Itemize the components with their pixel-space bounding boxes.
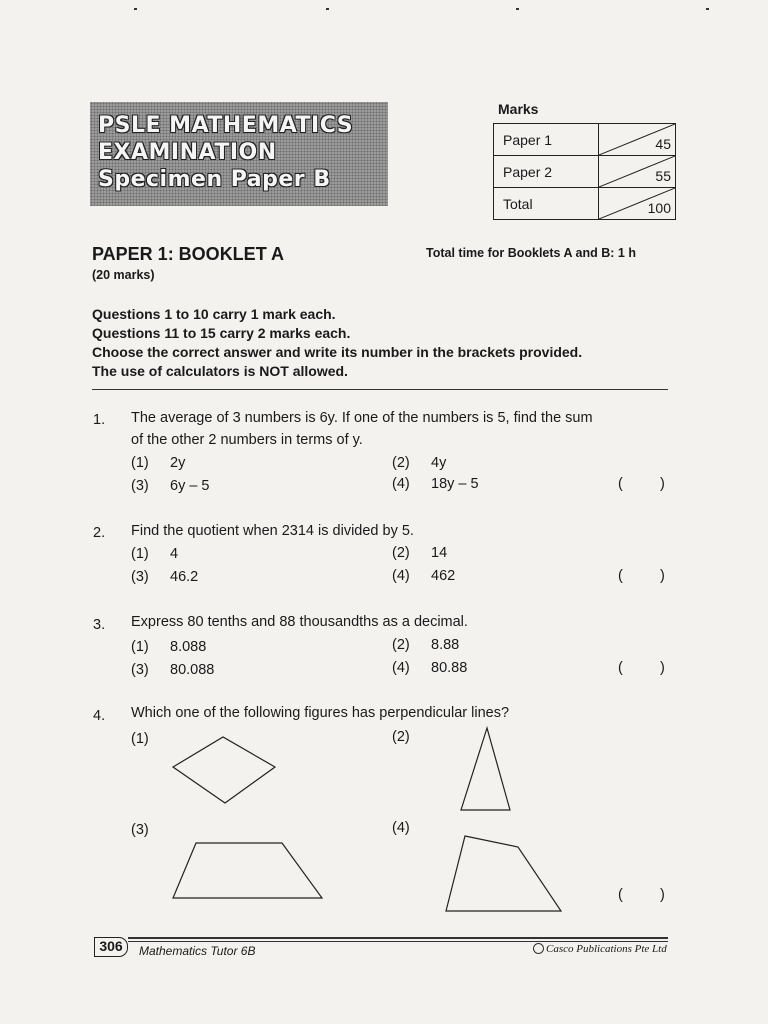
question-number: 3. [93, 617, 106, 633]
publisher-credit [533, 943, 667, 955]
answer-brackets[interactable]: ( ) [618, 476, 665, 492]
figure-option-label[interactable]: (4) [392, 820, 410, 836]
exam-title-line-2: EXAMINATION [98, 140, 277, 165]
question-text: of the other 2 numbers in terms of y. [131, 432, 363, 448]
rhombus-figure [173, 737, 275, 803]
publisher-logo-icon [533, 943, 544, 954]
question-number: 4. [93, 708, 106, 724]
triangle-figure [461, 728, 510, 810]
instruction-line: Questions 11 to 15 carry 2 marks each. [92, 325, 351, 341]
instruction-line: Choose the correct answer and write its number in the brackets provided. [92, 344, 583, 360]
answer-option[interactable]: (3) 6y – 5 [131, 478, 210, 494]
question-text: Which one of the following figures has perpendicular lines? [131, 705, 510, 721]
question-number: 1. [93, 412, 106, 428]
question-number: 2. [93, 525, 106, 541]
marks-value: 100 [647, 200, 671, 216]
footer-rule [128, 941, 668, 942]
marks-value: 45 [655, 136, 671, 152]
answer-option[interactable]: (3) 46.2 [131, 569, 199, 585]
paper-title: PAPER 1: BOOKLET A [92, 244, 285, 264]
answer-option[interactable]: (2) 4y [392, 455, 447, 471]
exam-title-line-1: PSLE MATHEMATICS [98, 113, 354, 138]
answer-option[interactable]: (1) 4 [131, 546, 179, 562]
trapezium-figure [173, 843, 322, 898]
answer-option[interactable]: (1) 2y [131, 455, 186, 471]
marks-value: 55 [655, 168, 671, 184]
marks-heading: Marks [498, 101, 539, 117]
figure-option-label[interactable]: (1) [131, 731, 149, 747]
answer-option[interactable]: (3) 80.088 [131, 662, 215, 678]
exam-title-line-3: Specimen Paper B [98, 167, 331, 192]
paper-subtitle: (20 marks) [92, 268, 155, 282]
answer-brackets[interactable]: ( ) [618, 887, 665, 903]
question-text: Express 80 tenths and 88 thousandths as a decimal. [131, 614, 468, 630]
quadrilateral-figure [446, 836, 561, 911]
figure-option-label[interactable]: (2) [392, 729, 410, 745]
figure-option-label[interactable]: (3) [131, 822, 149, 838]
answer-brackets[interactable]: ( ) [618, 568, 665, 584]
question-text: Find the quotient when 2314 is divided by 5. [131, 523, 414, 539]
answer-option[interactable]: (1) 8.088 [131, 639, 207, 655]
instruction-line: The use of calculators is NOT allowed. [92, 363, 348, 379]
marks-label: Paper 1 [494, 124, 599, 156]
question-text: The average of 3 numbers is 6y. If one of the numbers is 5, find the sum [131, 410, 593, 426]
answer-option[interactable]: (4) 80.88 [392, 660, 468, 676]
publisher-name: Casco Publications Pte Ltd [546, 943, 667, 955]
book-title: Mathematics Tutor 6B [139, 944, 256, 958]
time-note: Total time for Booklets A and B: 1 h [426, 246, 636, 260]
answer-option[interactable]: (4) 462 [392, 568, 456, 584]
answer-brackets[interactable]: ( ) [618, 660, 665, 676]
marks-label: Paper 2 [494, 156, 599, 188]
answer-option[interactable]: (4) 18y – 5 [392, 476, 479, 492]
answer-option[interactable]: (2) 14 [392, 545, 448, 561]
marks-label: Total [494, 188, 599, 220]
footer-rule [128, 937, 668, 939]
answer-option[interactable]: (2) 8.88 [392, 637, 460, 653]
page-number: 306 [94, 937, 128, 957]
instruction-line: Questions 1 to 10 carry 1 mark each. [92, 306, 336, 322]
